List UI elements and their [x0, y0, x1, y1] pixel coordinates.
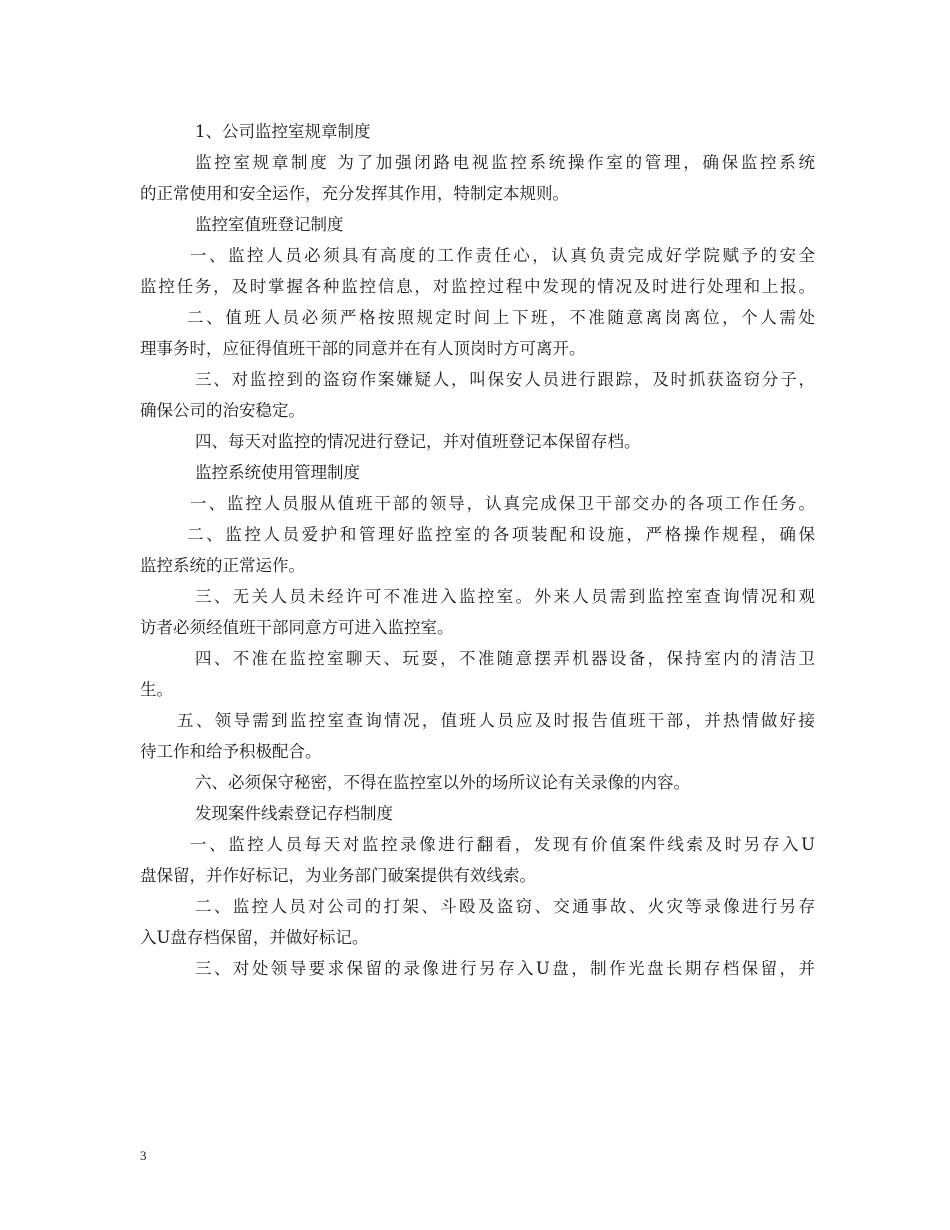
paragraph-line: 六、必须保守秘密，不得在监控室以外的场所议论有关录像的内容。: [195, 773, 690, 792]
paragraph-line: 二、监控人员爱护和管理好监控室的各项装配和设施，严格操作规程，确保: [187, 525, 815, 544]
paragraph-line: 理事务时，应征得值班干部的同意并在有人顶岗时方可离开。: [140, 339, 586, 358]
paragraph-line: 二、监控人员对公司的打架、斗殴及盗窃、交通事故、火灾等录像进行另存: [195, 897, 815, 916]
paragraph-line: 二、值班人员必须严格按照规定时间上下班，不准随意离岗离位，个人需处: [187, 308, 815, 327]
paragraph-line: 确保公司的治安稳定。: [140, 401, 305, 420]
paragraph-line: 三、无关人员未经许可不准进入监控室。外来人员需到监控室查询情况和观: [195, 587, 815, 606]
document-body: [140, 116, 815, 984]
subsection-heading: 监控室值班登记制度: [195, 215, 344, 234]
paragraph-line: 三、对监控到的盗窃作案嫌疑人，叫保安人员进行跟踪，及时抓获盗窃分子，: [195, 370, 815, 389]
paragraph-line: 一、监控人员必须具有高度的工作责任心，认真负责完成好学院赋予的安全: [190, 246, 815, 265]
paragraph-line: 的正常使用和安全运作，充分发挥其作用，特制定本规则。: [140, 184, 569, 203]
paragraph-line: 入U盘存档保留，并做好标记。: [140, 928, 369, 947]
paragraph-line: 一、监控人员每天对监控录像进行翻看，发现有价值案件线索及时另存入U: [190, 835, 815, 854]
paragraph-line: 监控室规章制度 为了加强闭路电视监控系统操作室的管理，确保监控系统: [195, 153, 815, 172]
paragraph-line: 四、不准在监控室聊天、玩耍，不准随意摆弄机器设备，保持室内的清洁卫: [195, 649, 815, 668]
paragraph-line: 待工作和给予积极配合。: [140, 742, 322, 761]
subsection-heading: 发现案件线索登记存档制度: [195, 804, 393, 823]
paragraph-line: 四、每天对监控的情况进行登记，并对值班登记本保留存档。: [195, 432, 641, 451]
paragraph-line: 监控系统的正常运作。: [140, 556, 305, 575]
paragraph-line: 三、对处领导要求保留的录像进行另存入U盘，制作光盘长期存档保留，并: [195, 959, 815, 978]
subsection-heading: 监控系统使用管理制度: [195, 463, 360, 482]
paragraph-line: 生。: [140, 680, 173, 699]
paragraph-line: 一、监控人员服从值班干部的领导，认真完成保卫干部交办的各项工作任务。: [190, 494, 815, 513]
paragraph-line: 五、领导需到监控室查询情况，值班人员应及时报告值班干部，并热情做好接: [177, 711, 815, 730]
page-number: 3: [140, 1148, 147, 1163]
section-heading: 1、公司监控室规章制度: [195, 122, 371, 141]
paragraph-line: 监控任务，及时掌握各种监控信息，对监控过程中发现的情况及时进行处理和上报。: [140, 277, 815, 296]
paragraph-line: 访者必须经值班干部同意方可进入监控室。: [140, 618, 454, 637]
paragraph-line: 盘保留，并作好标记，为业务部门破案提供有效线索。: [140, 866, 536, 885]
